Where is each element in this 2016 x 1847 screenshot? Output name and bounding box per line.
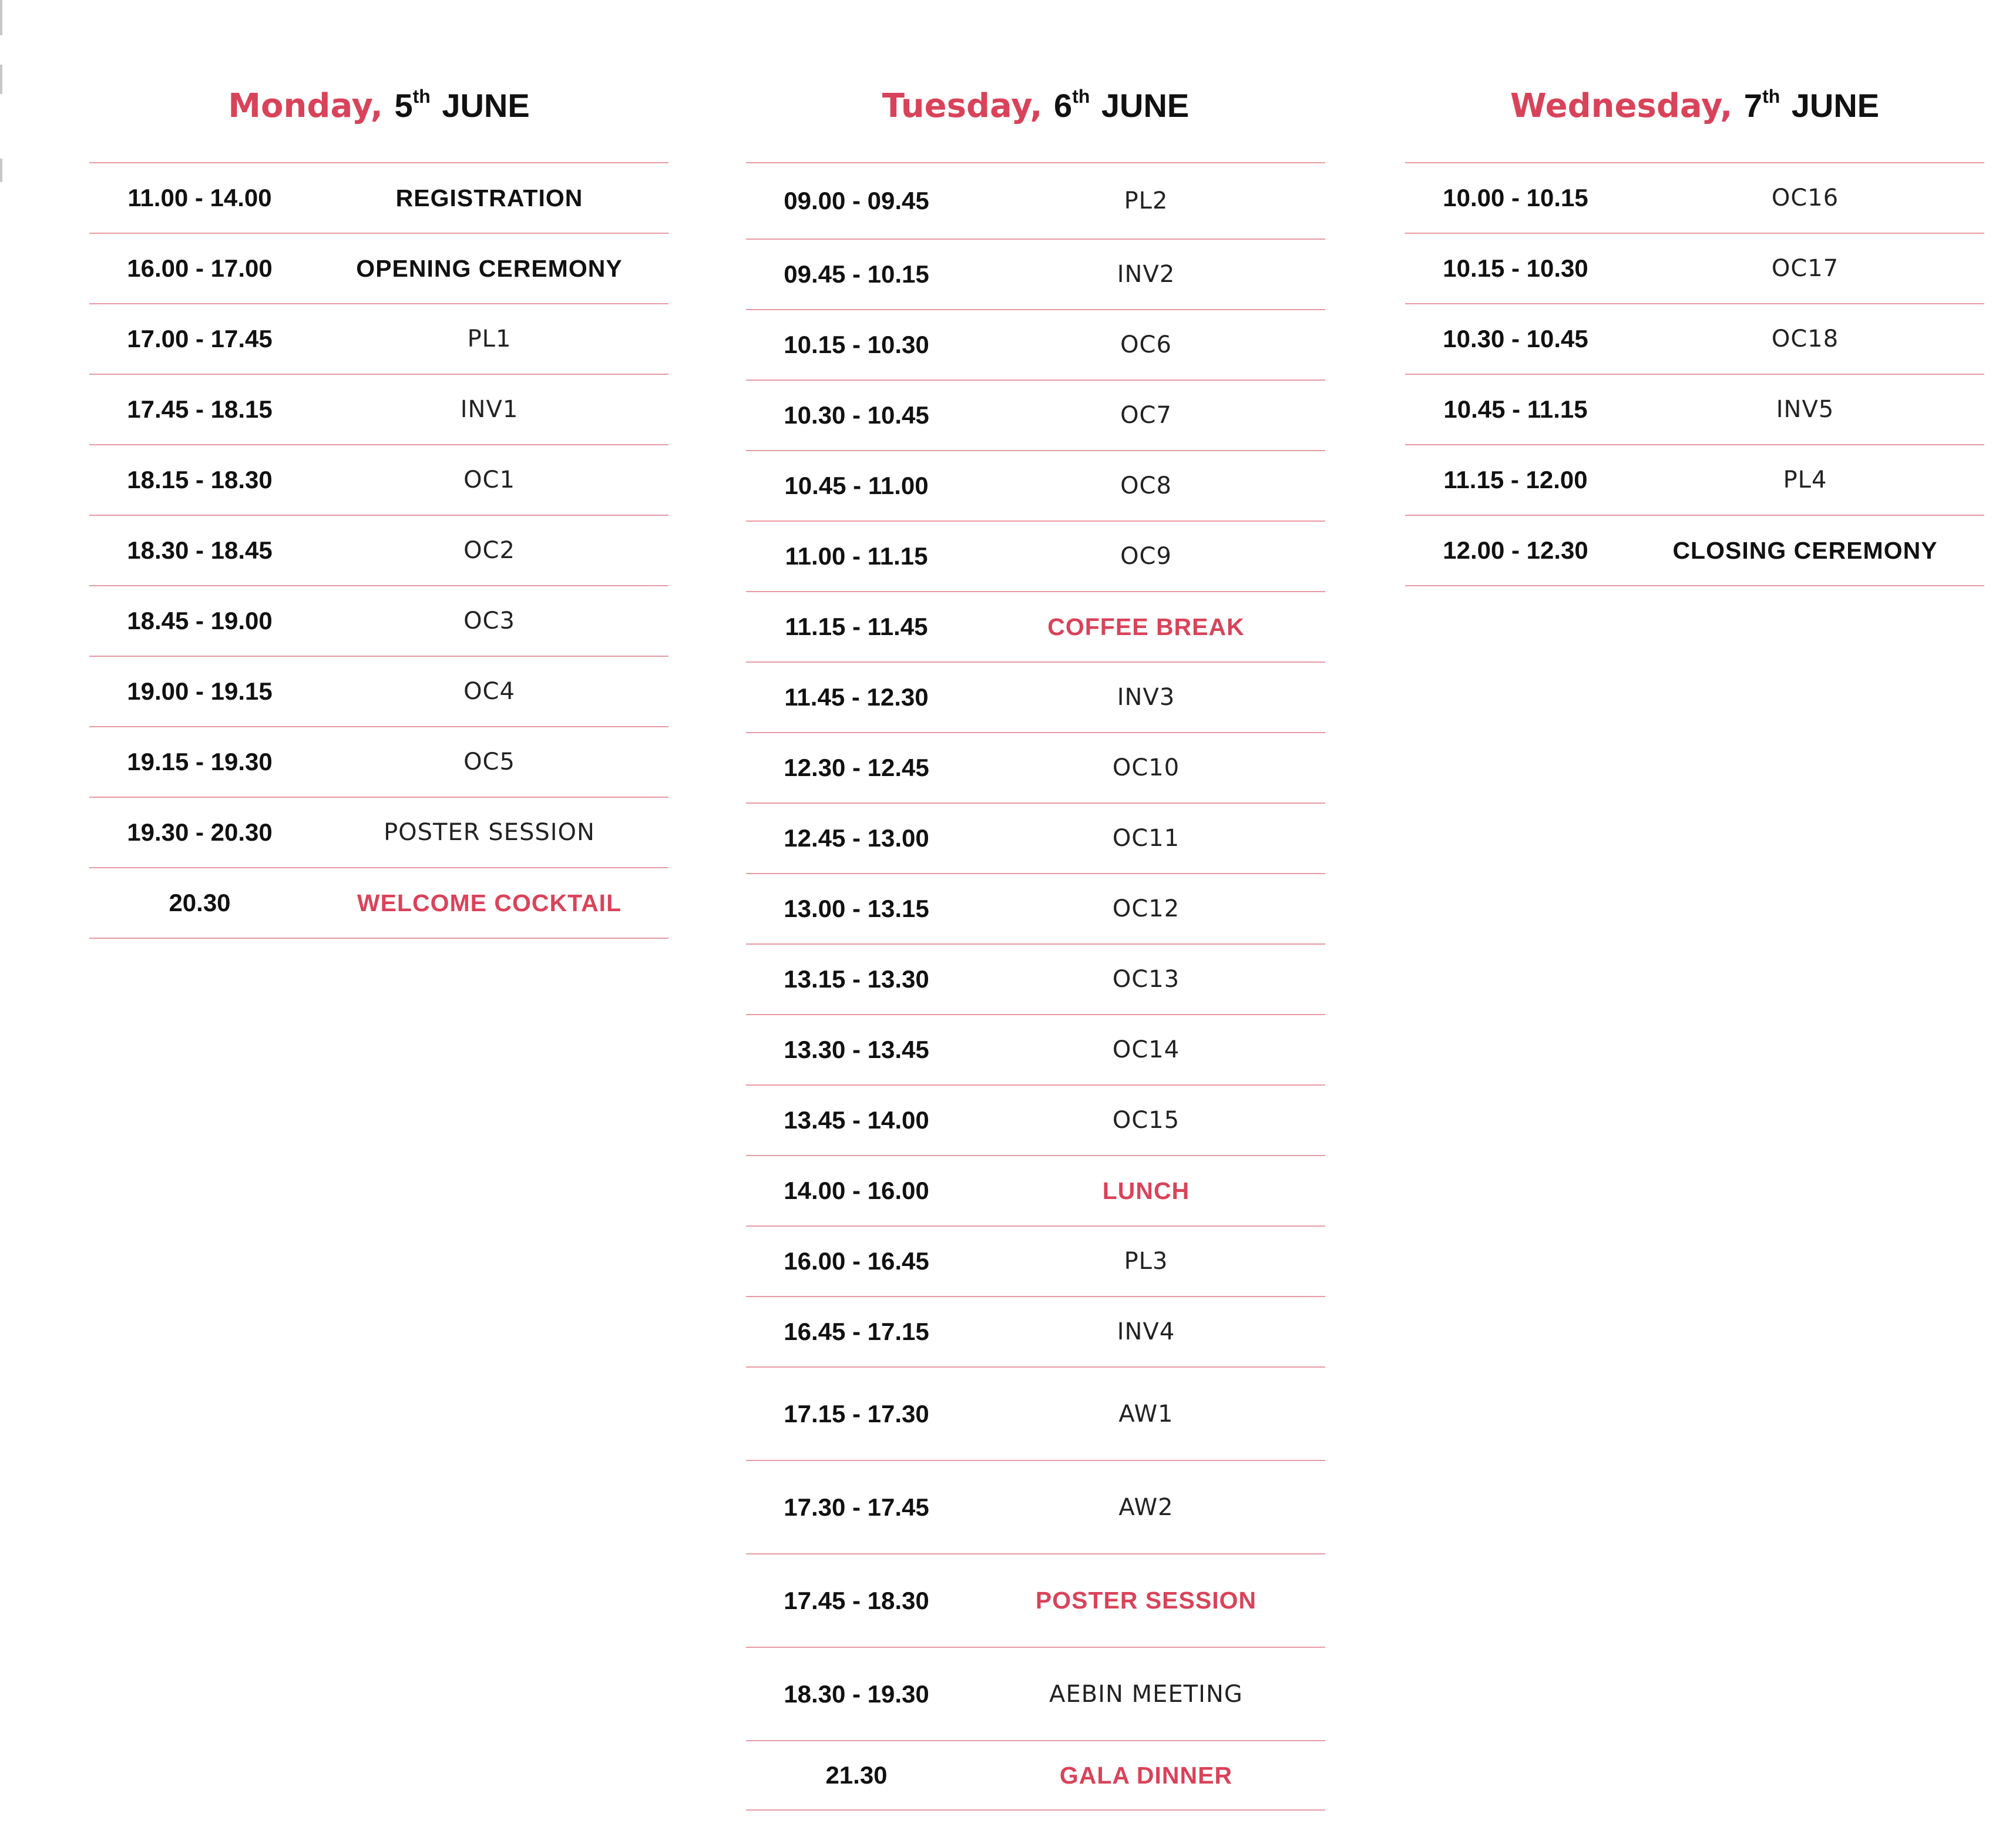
schedule-row: [1405, 516, 1984, 586]
session-title: COFFEE BREAK: [1047, 613, 1245, 640]
session-title: WELCOME COCKTAIL: [357, 889, 622, 916]
schedule-row: [746, 874, 1325, 945]
session-title: OC18: [1771, 325, 1839, 352]
schedule-row: [746, 1368, 1325, 1461]
session-title: PL3: [1124, 1248, 1168, 1275]
session-time: 10.45 - 11.00: [784, 472, 929, 499]
schedule-row: [746, 240, 1325, 310]
schedule-row: [1405, 304, 1984, 375]
schedule-row: [89, 375, 668, 445]
edge-mark-bottom: [0, 159, 2, 182]
schedule-row: [89, 727, 668, 798]
session-time: 18.30 - 19.30: [784, 1680, 929, 1708]
day-title: [746, 83, 1325, 129]
session-title: PL2: [1124, 187, 1168, 214]
session-time: 17.00 - 17.45: [127, 325, 273, 352]
session-title: OC4: [463, 678, 515, 705]
session-time: 13.30 - 13.45: [784, 1036, 929, 1063]
session-title: OC11: [1112, 825, 1180, 852]
session-title: OC12: [1112, 895, 1180, 922]
session-title: OC2: [463, 537, 515, 564]
day-name: Monday,: [228, 87, 383, 125]
schedule-row: [746, 1554, 1325, 1648]
session-time: 19.15 - 19.30: [127, 748, 273, 775]
session-title: INV2: [1117, 261, 1175, 288]
session-title: OC17: [1771, 255, 1839, 282]
session-title: PL4: [1783, 466, 1827, 493]
schedule-row: [89, 586, 668, 657]
session-title: OC7: [1120, 402, 1172, 429]
schedule-row: [746, 945, 1325, 1015]
schedule-row: [89, 516, 668, 586]
schedule-row: [1405, 445, 1984, 516]
session-time: 18.45 - 19.00: [127, 607, 273, 634]
session-time: 16.45 - 17.15: [784, 1318, 929, 1345]
schedule-row: [1405, 163, 1984, 234]
session-title: OPENING CEREMONY: [356, 254, 623, 282]
session-title: INV1: [460, 396, 519, 423]
session-title: OC6: [1120, 331, 1172, 358]
session-time: 18.30 - 18.45: [127, 536, 273, 564]
session-time: 11.00 - 14.00: [127, 184, 272, 211]
session-title: POSTER SESSION: [1035, 1587, 1257, 1614]
session-title: OC15: [1112, 1107, 1180, 1134]
day-number: 5: [394, 87, 413, 124]
session-title: LUNCH: [1102, 1177, 1190, 1204]
schedule-row: [89, 657, 668, 727]
session-title: INV5: [1776, 396, 1834, 423]
day-date: [1744, 87, 1780, 124]
session-time: 10.00 - 10.15: [1443, 184, 1588, 211]
schedule-row: [1405, 234, 1984, 304]
day-number: 6: [1054, 87, 1073, 124]
schedule-row: [746, 451, 1325, 522]
day-date: [1054, 87, 1090, 124]
day-name: Wednesday,: [1510, 87, 1733, 125]
session-title: CLOSING CEREMONY: [1672, 536, 1938, 564]
day-suffix: th: [1072, 86, 1090, 107]
session-title: OC9: [1120, 543, 1172, 570]
session-title: OC3: [463, 607, 515, 634]
schedule-row: [746, 663, 1325, 733]
day-number: 7: [1743, 87, 1763, 124]
session-title: OC13: [1112, 966, 1180, 993]
schedule-row: [89, 445, 668, 516]
edge-mark-middle: [0, 65, 2, 94]
session-title: POSTER SESSION: [384, 819, 595, 846]
session-title: OC5: [463, 748, 515, 775]
session-title: OC8: [1120, 472, 1172, 499]
day-month: JUNE: [1101, 87, 1190, 124]
edge-mark-top: [0, 0, 2, 35]
session-title: INV4: [1117, 1318, 1175, 1345]
session-time: 16.00 - 16.45: [784, 1247, 929, 1275]
session-time: 12.00 - 12.30: [1443, 536, 1588, 564]
day-month: JUNE: [1791, 87, 1880, 124]
schedule-row: [746, 1227, 1325, 1297]
session-time: 11.45 - 12.30: [784, 683, 929, 711]
session-time: 18.15 - 18.30: [127, 466, 273, 493]
schedule-row: [746, 163, 1325, 240]
session-time: 10.15 - 10.30: [1443, 254, 1588, 282]
day-suffix: th: [412, 86, 431, 107]
day-title: [1405, 83, 1984, 129]
session-time: 21.30: [825, 1761, 888, 1789]
day-title: [89, 83, 668, 129]
session-title: PL1: [467, 325, 512, 352]
schedule-row: [746, 1015, 1325, 1086]
session-time: 11.15 - 12.00: [1443, 466, 1588, 493]
schedule-row: [746, 381, 1325, 451]
session-time: 17.45 - 18.15: [127, 395, 273, 423]
session-title: OC14: [1112, 1036, 1180, 1063]
schedule-row: [746, 733, 1325, 804]
session-title: REGISTRATION: [395, 184, 583, 211]
schedule-row: [89, 163, 668, 234]
session-time: 17.30 - 17.45: [784, 1493, 929, 1521]
session-time: 12.30 - 12.45: [784, 754, 929, 781]
session-time: 19.00 - 19.15: [127, 677, 273, 705]
session-title: OC1: [463, 466, 515, 493]
session-time: 17.45 - 18.30: [784, 1586, 929, 1614]
session-time: 10.45 - 11.15: [1443, 395, 1588, 423]
schedule-row: [746, 310, 1325, 381]
session-time: 11.00 - 11.15: [785, 542, 928, 570]
session-title: GALA DINNER: [1059, 1761, 1233, 1789]
session-title: OC10: [1112, 754, 1180, 781]
session-time: 20.30: [169, 889, 231, 916]
schedule-row: [89, 304, 668, 375]
session-time: 13.45 - 14.00: [784, 1106, 929, 1134]
schedule-table: [89, 162, 668, 939]
session-title: OC16: [1771, 184, 1839, 211]
schedule-row: [746, 804, 1325, 874]
session-time: 10.30 - 10.45: [784, 401, 929, 429]
session-time: 14.00 - 16.00: [784, 1177, 929, 1204]
schedule-row: [746, 1086, 1325, 1156]
schedule-row: [746, 522, 1325, 592]
session-time: 11.15 - 11.45: [785, 613, 928, 640]
schedule-row: [1405, 375, 1984, 445]
session-title: INV3: [1117, 684, 1175, 711]
session-time: 19.30 - 20.30: [127, 818, 273, 846]
session-time: 16.00 - 17.00: [127, 254, 273, 282]
day-date: [394, 87, 430, 124]
session-time: 10.15 - 10.30: [784, 331, 929, 358]
session-title: AW2: [1118, 1493, 1174, 1521]
day-suffix: th: [1762, 86, 1780, 107]
session-time: 13.00 - 13.15: [784, 895, 929, 922]
session-title: AEBIN MEETING: [1049, 1680, 1243, 1708]
schedule-row: [89, 798, 668, 868]
session-time: 09.00 - 09.45: [784, 187, 929, 214]
session-time: 09.45 - 10.15: [784, 260, 929, 288]
schedule-table: [1405, 162, 1984, 586]
session-time: 13.15 - 13.30: [784, 965, 929, 993]
schedule-row: [746, 1461, 1325, 1554]
session-time: 17.15 - 17.30: [784, 1399, 929, 1428]
schedule-row: [746, 1648, 1325, 1741]
day-name: Tuesday,: [882, 87, 1043, 125]
schedule-table: [746, 162, 1325, 1811]
session-time: 12.45 - 13.00: [784, 824, 929, 852]
schedule-row: [746, 1297, 1325, 1368]
schedule-row: [746, 1741, 1325, 1811]
session-time: 10.30 - 10.45: [1443, 325, 1588, 352]
session-title: AW1: [1118, 1400, 1174, 1428]
schedule-row: [746, 592, 1325, 663]
schedule-row: [89, 868, 668, 939]
schedule-row: [746, 1156, 1325, 1227]
day-month: JUNE: [442, 87, 530, 124]
schedule-row: [89, 234, 668, 304]
